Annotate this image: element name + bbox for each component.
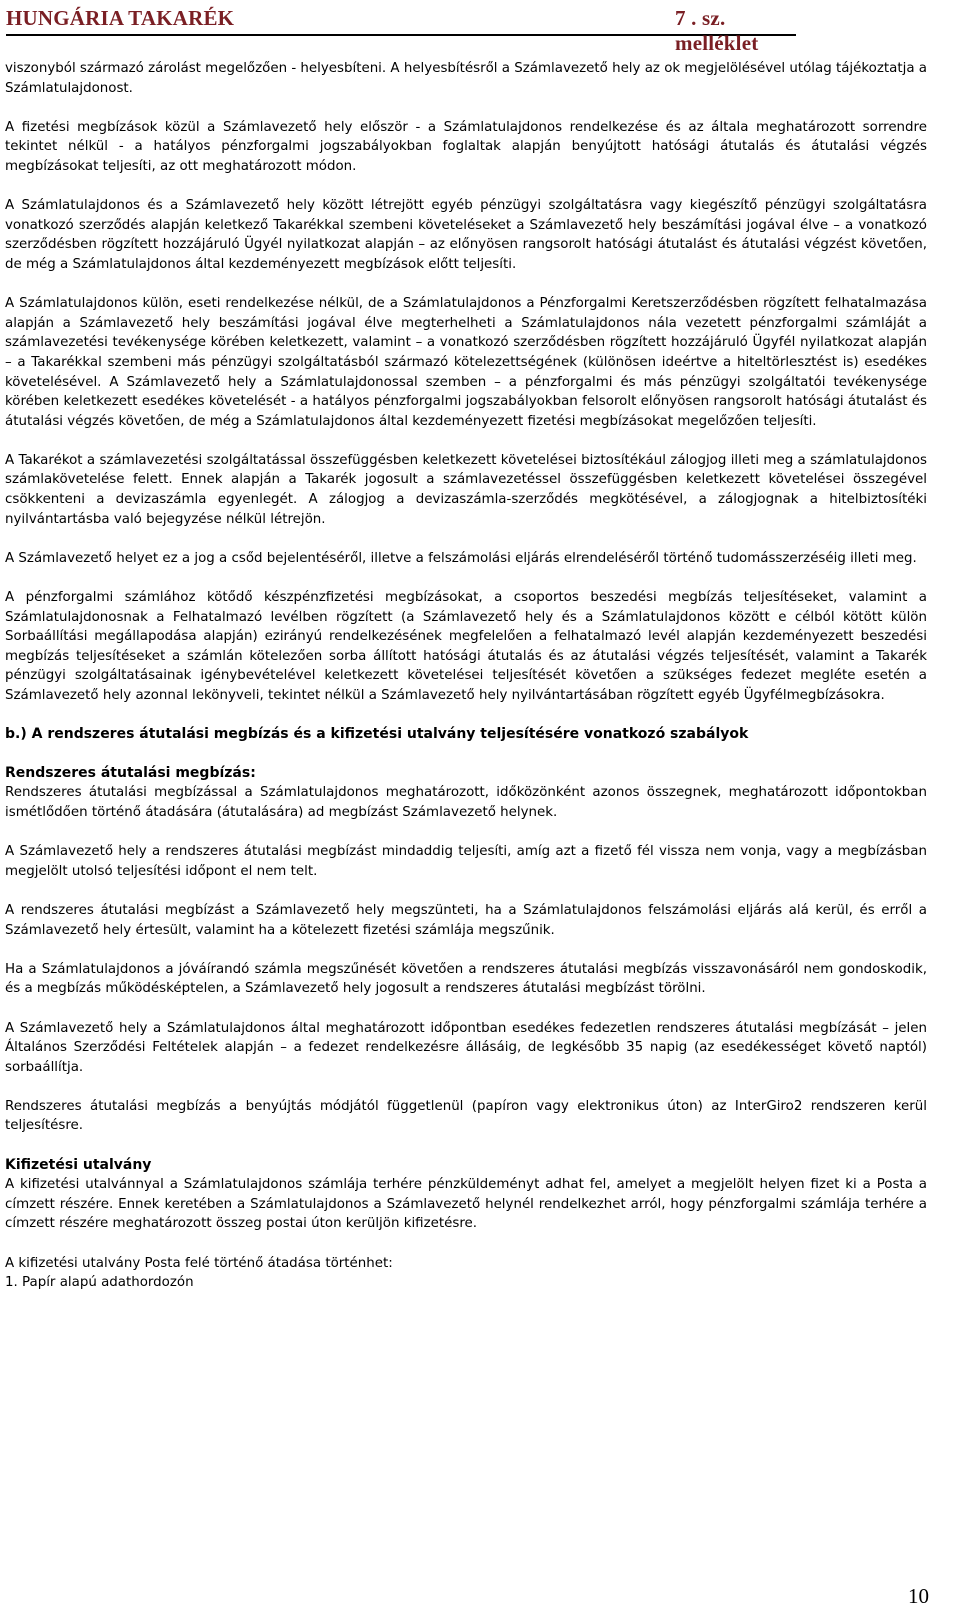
paragraph: A fizetési megbízások közül a Számlavezető hely először - a Számlatulajdonos rendelkezése és az általa meghatározott sorrendre tekintet nélkül - a hatályos pénzforgalmi jogszabályokban foglaltak alapján benyújtott hatósági átutalás és átutalási végzés megbízásokat teljesíti, az ott meghatározott módon. <box>5 119 927 174</box>
paragraph: A Takarékot a számlavezetési szolgáltatással összefüggésben keletkezett követelései biztosítékául zálogjog illeti meg a számlatulajdonos számlakövetelése felett. Ennek alapján a Takarék jogosult a számlavezetéssel összefüggésben keletkezett követelései összegével csökkenteni a devizaszámla egyenlegét. A zálogjog a devizaszámla-szerződés megkötésével, a zálogjognak a hitelbiztosítéki nyilvántartásba való bejegyzése nélkül létrejön. <box>5 452 927 527</box>
list-item: 1. Papír alapú adathordozón <box>5 1275 194 1291</box>
paragraph: Rendszeres átutalási megbízással a Számlatulajdonos meghatározott, időközönként azonos összegnek, meghatározott időpontokban ismétlődően történő átadására (átutalására) ad megbízást Számlavezető helynek. <box>5 785 927 820</box>
paragraph: A Számlatulajdonos és a Számlavezető hely között létrejött egyéb pénzügyi szolgáltatásra vagy kiegészítő pénzügyi szolgáltatásra vonatkozó szerződés alapján keletkező Takarékkal szembeni követeléseket a Számlavezető hely beszámítási jogával élve – a vonatkozó szerződésben rögzített hozzájáruló Ügyél nyilatkozat alapján – az előnyösen rangsorolt hatósági átutalást és átutalási végzést követően, de még a Számlatulajdonos által kezdeményezett megbízások előtt teljesíti. <box>5 198 927 272</box>
bank-name: HUNGÁRIA TAKARÉK <box>6 6 235 30</box>
paragraph: Ha a Számlatulajdonos a jóváírandó számla megszűnését követően a rendszeres átutalási megbízás visszavonásáról nem gondoskodik, és a megbízás működésképtelen, a Számlavezető hely jogosult a rendszeres átutalási megbízást törölni. <box>5 961 927 997</box>
rendszeres-title: Rendszeres átutalási megbízás: <box>5 764 256 781</box>
paragraph: A pénzforgalmi számlához kötődő készpénzfizetési megbízásokat, a csoportos beszedési megbízás teljesítéseket, valamint a Számlatulajdonosnak a Felhatalmazó levélben rögzített (a Számlavezető hely és a Számlatulajdonos között e célból kötött külön Sorbaállítási megállapodása alapján) ezirányú rendelkezésének megfelelően a felhatalmazó levél alapján kezdeményezett beszedési megbízás teljesítéseket a számlán kötelezően sorba állított hatósági átutalás és az átutalási végzés teljesítését, valamint a Takarék pénzügyi szolgáltatásainak igénybevételével keletkezett követelései teljesítését követően a szükséges fedezet megléte esetén a Számlavezető hely azonnal lekönyveli, tekintet nélkül a Számlavezető hely nyilvántartásában rögzített egyéb Ügyfélmegbízásokra. <box>5 590 927 703</box>
paragraph: viszonyból származó zárolást megelőzően - helyesbíteni. A helyesbítésről a Számlavezető hely az ok megjelölésével utólag tájékoztatja a Számlatulajdonost. <box>5 61 927 96</box>
paragraph: A kifizetési utalvány Posta felé történő átadása történhet: <box>5 1255 393 1271</box>
kifizetesi-title: Kifizetési utalvány <box>5 1156 152 1173</box>
paragraph: A Számlavezető hely a rendszeres átutalási megbízást mindaddig teljesíti, amíg azt a fizető fél vissza nem vonja, vagy a megbízásban megjelölt utolsó teljesítési időpont el nem telt. <box>5 844 927 879</box>
page-header <box>6 4 796 55</box>
section-b-heading: b.) A rendszeres átutalási megbízás és a kifizetési utalvány teljesítésére vonatkozó szabályok <box>5 726 749 743</box>
paragraph: A Számlavezető helyet ez a jog a csőd bejelentéséről, illetve a felszámolási eljárás elrendeléséről történő tudomásszerzéséig illeti meg. <box>5 550 917 566</box>
paragraph: A Számlatulajdonos külön, eseti rendelkezése nélkül, de a Számlatulajdonos a Pénzforgalmi Keretszerződésben rögzített felhatalmazása alapján a Számlavezető hely beszámítási jogával élve megterhelheti a Számlatulajdonos nála vezetett pénzforgalmi számláját a számlavezetési tevékenysége körében keletkezett, valamint – a vonatkozó szerződésben rögzített hozzájáruló Ügyfél nyilatkozat alapján – a Takarékkal szembeni más pénzügyi szolgáltatásból származó kötelezettségének (különösen ideértve a hiteltörlesztést is) esedékes követelésével. A Számlavezető hely a Számlatulajdonossal szemben – a pénzforgalmi és más pénzügyi szolgáltatói tevékenysége körében keletkezett esedékes követelését - a hatályos pénzforgalmi jogszabályokban felsorolt előnyösen rangsorolt hatósági átutalást és átutalási végzés követően, de még a Számlatulajdonos által kezdeményezett fizetési megbízásokat megelőzően teljesíti. <box>5 296 927 429</box>
paragraph: Rendszeres átutalási megbízás a benyújtás módjától függetlenül (papíron vagy elektronikus úton) az InterGiro2 rendszeren kerül teljesítésre. <box>5 1098 927 1134</box>
paragraph: A kifizetési utalvánnyal a Számlatulajdonos számlája terhére pénzküldeményt adhat fel, amelyet a megjelölt helyen fizet ki a Posta a címzett részére. Ennek keretében a Számlatulajdonos a Számlavezető helynél rendelkezhet arról, hogy pénzforgalmi számlája terhére a címzett részére meghatározott összeg postai úton kerüljön kifizetésre. <box>5 1177 927 1232</box>
document-body <box>5 59 927 1293</box>
annex-label: 7 . sz. melléklet <box>675 6 759 55</box>
paragraph: A Számlavezető hely a Számlatulajdonos által meghatározott időpontban esedékes fedezetlen rendszeres átutalási megbízását – jelen Általános Szerződési Feltételek alapján – a fedezet rendelkezésre állásáig, de legkésőbb 35 napig (az esedékességet követő naptól) sorbaállítja. <box>5 1020 927 1075</box>
paragraph: A rendszeres átutalási megbízást a Számlavezető hely megszünteti, ha a Számlatulajdonos felszámolási eljárás alá kerül, és erről a Számlavezető hely értesült, valamint ha a kötelezett fizetési számlája megszűnik. <box>5 902 927 938</box>
page-number: 10 <box>908 1584 929 1608</box>
